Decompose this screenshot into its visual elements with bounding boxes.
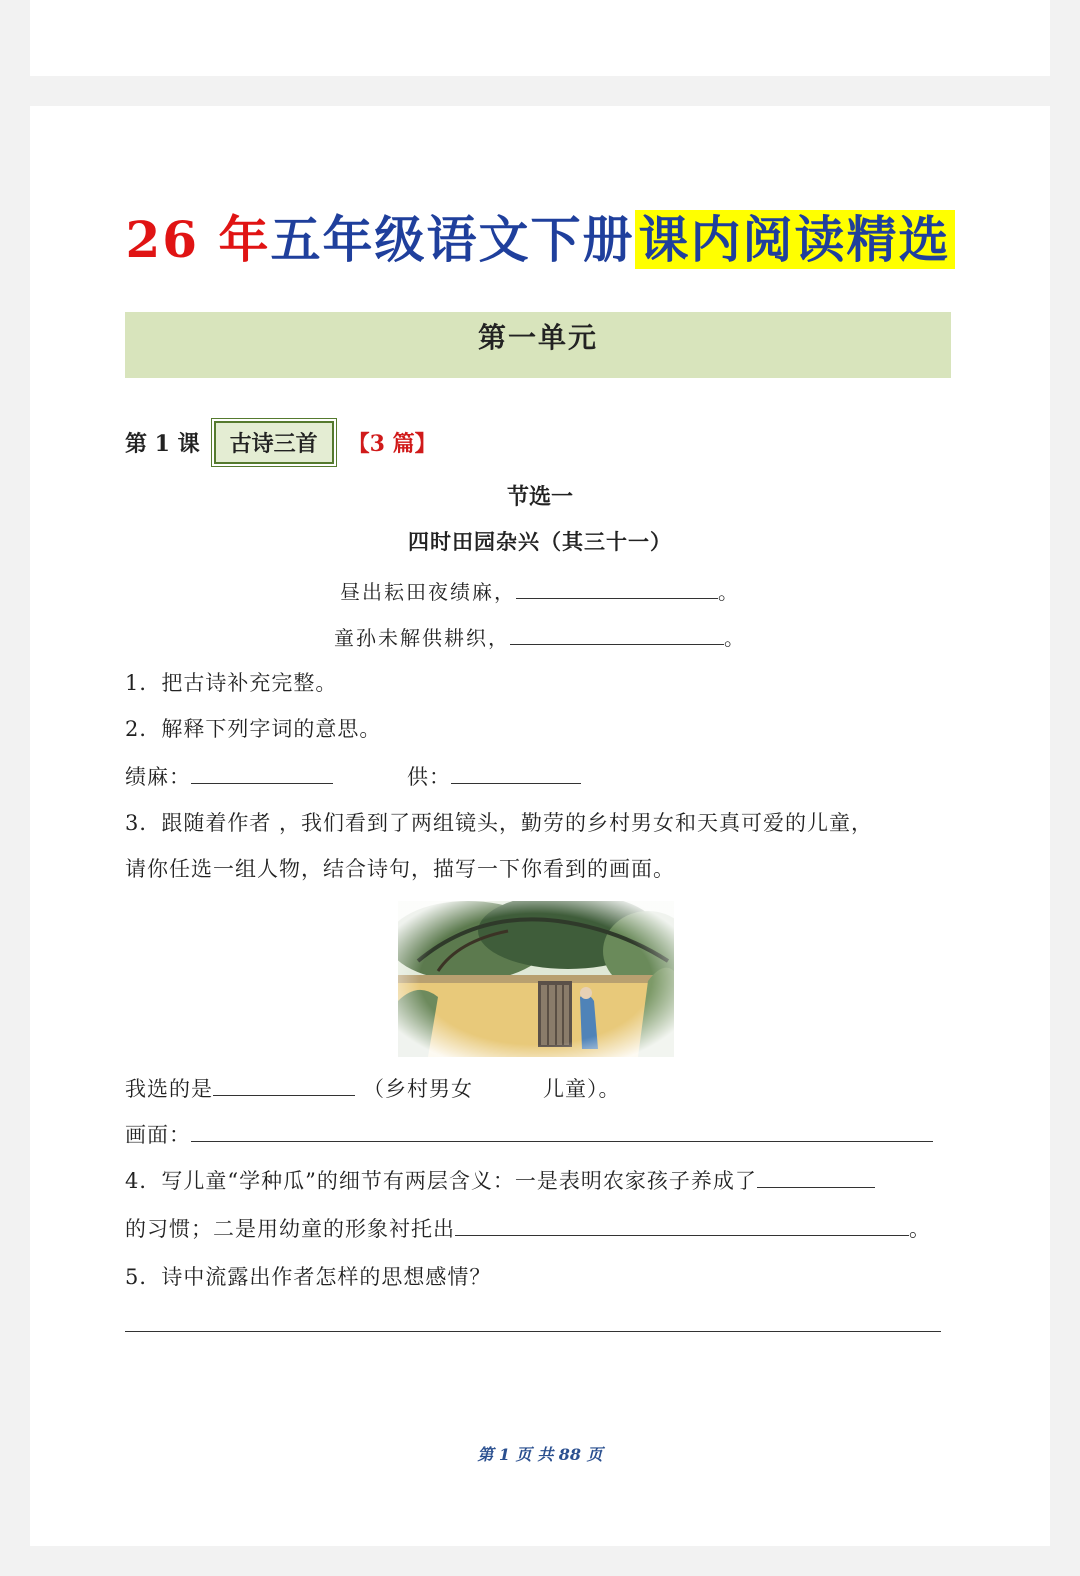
previous-page-edge [30, 0, 1050, 76]
lesson-name-box: 古诗三首 [214, 421, 334, 464]
question-3-line-2: 请你任选一组人物，结合诗句，描写一下你看到的画面。 [125, 857, 675, 881]
scene-label: 画面： [125, 1123, 191, 1147]
choice-option-a: （乡村男女 [363, 1077, 473, 1101]
title-year: 26 年 [125, 210, 271, 269]
title-highlight: 课内阅读精选 [635, 210, 955, 269]
poem-line-1 [30, 576, 1050, 605]
term-jima: 绩麻： [125, 765, 191, 789]
worksheet-page [30, 106, 1050, 1546]
question-5: 5．诗中流露出作者怎样的思想感情？ [125, 1265, 492, 1289]
village-gate-illustration [398, 901, 674, 1057]
question-4-line-1 [125, 1166, 875, 1196]
section-title: 节选一 [506, 484, 573, 510]
question-4-end: 。 [909, 1217, 931, 1241]
lesson-header [125, 420, 437, 464]
question-2-terms [125, 762, 581, 792]
poem-line-1-end: 。 [718, 580, 740, 604]
lesson-number: 第 1 课 [125, 430, 200, 457]
page-number: 第 1 页 共 88 页 [477, 1445, 603, 1464]
poem-line-2-text: 童孙未解供耕织， [334, 626, 510, 650]
poem-line-2 [30, 622, 1050, 651]
question-4-text: 4．写儿童“学种瓜”的细节有两层含义：一是表明农家孩子养成了 [125, 1169, 757, 1193]
question-3-choice [125, 1074, 621, 1104]
unit-banner: 第一单元 [125, 312, 951, 378]
q4-blank-2[interactable] [455, 1217, 909, 1236]
question-4-line-2 [125, 1214, 931, 1244]
poem-line-1-text: 昼出耘田夜绩麻， [340, 580, 516, 604]
page-title [30, 200, 1050, 280]
lesson-count: 【3 篇】 [347, 430, 437, 457]
question-4-text-2: 的习惯；二是用幼童的形象衬托出 [125, 1217, 455, 1241]
question-2: 2．解释下列字词的意思。 [125, 717, 382, 741]
poem-blank-1[interactable] [516, 580, 718, 599]
question-5-answer [125, 1310, 941, 1340]
question-1: 1．把古诗补充完整。 [125, 671, 338, 695]
scene-blank[interactable] [191, 1123, 933, 1142]
term-gong-blank[interactable] [451, 765, 581, 784]
choice-option-b: 儿童）。 [543, 1077, 621, 1101]
term-jima-blank[interactable] [191, 765, 333, 784]
poem-blank-2[interactable] [510, 626, 724, 645]
poem-title: 四时田园杂兴（其三十一） [408, 529, 672, 554]
title-grade: 五年级语文下册 [270, 210, 635, 269]
poem-line-2-end: 。 [724, 626, 746, 650]
choice-prefix: 我选的是 [125, 1077, 213, 1101]
choice-blank[interactable] [213, 1077, 355, 1096]
term-gong: 供： [407, 765, 451, 789]
q4-blank-1[interactable] [757, 1169, 875, 1188]
question-3-line-1: 3．跟随着作者 ，我们看到了两组镜头，勤劳的乡村男女和天真可爱的儿童， [125, 811, 874, 835]
q5-answer-blank[interactable] [125, 1313, 941, 1332]
question-3-scene [125, 1120, 933, 1150]
